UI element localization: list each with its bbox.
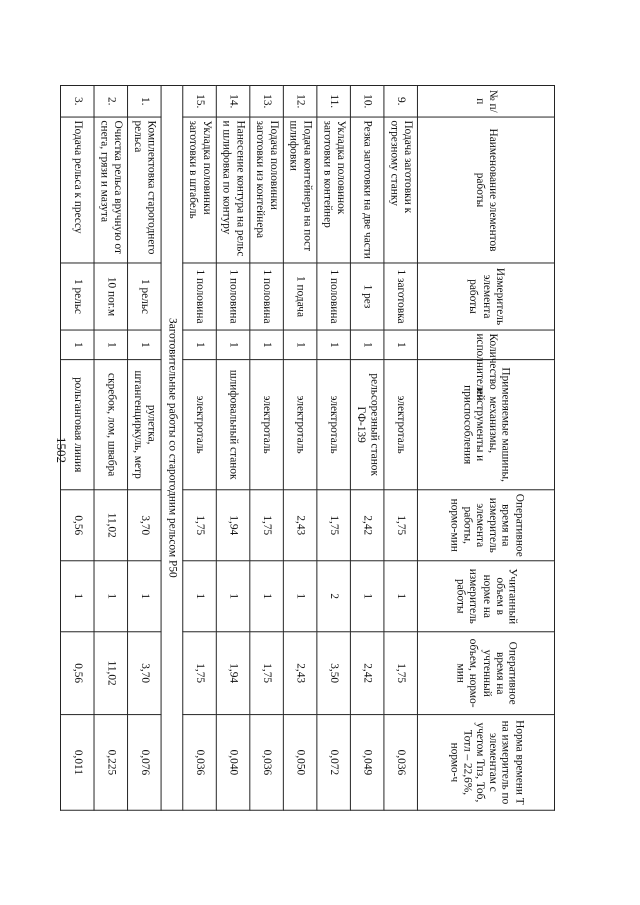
table-cell: 1: [94, 330, 128, 360]
table-cell: рулетка, штангенциркуль, метр: [128, 360, 162, 490]
table-cell: Очистка рельса вручную от снега, грязи и мазута: [94, 117, 128, 263]
table-cell: электроталь: [283, 360, 317, 490]
norms-table: [60, 85, 555, 811]
table-row: [350, 85, 384, 810]
header-row: [417, 85, 554, 810]
table-cell: 1: [350, 330, 384, 360]
table-cell: 11,02: [94, 632, 128, 715]
table-cell: 1,75: [250, 632, 284, 715]
header-cell: Применяемые машины, механизмы, инструменты и приспособления: [417, 360, 554, 490]
table-cell: электроталь: [250, 360, 284, 490]
table-cell: 1,75: [250, 490, 284, 561]
header-cell: Оперативное время на измеритель элемента работы, нормо-мин: [417, 490, 554, 561]
table-cell: 0,049: [350, 715, 384, 811]
header-cell: Норма времени Т на измеритель по элементам с учетом Тпз, Тоб, Тотл – 22,6%, нормо-ч: [417, 715, 554, 811]
table-cell: 0,225: [94, 715, 128, 811]
table-cell: 0,56: [60, 490, 94, 561]
page-number: 1502: [54, 437, 69, 463]
table-row: [384, 85, 418, 810]
table-cell: 1: [350, 561, 384, 632]
table-cell: 14.: [216, 85, 250, 117]
table-cell: 10.: [350, 85, 384, 117]
table-cell: 1 половина: [317, 263, 351, 330]
header-cell: Оперативное время на учтенный объем, нормо-мин: [417, 632, 554, 715]
table-row: [94, 85, 128, 810]
table-cell: 1,94: [216, 490, 250, 561]
header-cell: Наименование элементов работы: [417, 117, 554, 263]
table-cell: 2: [317, 561, 351, 632]
table-cell: рольганговая линия: [60, 360, 94, 490]
table-cell: 1,75: [183, 490, 217, 561]
table-cell: 1 подача: [283, 263, 317, 330]
header-cell: № п/п: [417, 85, 554, 117]
table-cell: 1,75: [317, 490, 351, 561]
table-cell: 0,036: [384, 715, 418, 811]
norms-table-rotated: [60, 85, 555, 811]
table-cell: 1: [317, 330, 351, 360]
header-cell: Учитанный объем в норме на измеритель работы: [417, 561, 554, 632]
table-cell: Подача рельса к прессу: [60, 117, 94, 263]
table-row: [283, 85, 317, 810]
table-cell: 1: [60, 561, 94, 632]
table-cell: 12.: [283, 85, 317, 117]
table-cell: 3,50: [317, 632, 351, 715]
table-cell: 1 рез: [350, 263, 384, 330]
table-cell: 1: [384, 330, 418, 360]
table-cell: 1: [283, 561, 317, 632]
table-cell: 9.: [384, 85, 418, 117]
table-cell: 15.: [183, 85, 217, 117]
table-cell: 2,42: [350, 490, 384, 561]
section-row: [161, 85, 183, 810]
table-cell: 1,75: [384, 490, 418, 561]
table-cell: 2.: [94, 85, 128, 117]
table-cell: 1: [283, 330, 317, 360]
table-cell: 3,70: [128, 490, 162, 561]
table-cell: Подача половинки заготовки из контейнера: [250, 117, 284, 263]
table-cell: 0,036: [183, 715, 217, 811]
table-cell: 0,040: [216, 715, 250, 811]
table-cell: 2,43: [283, 632, 317, 715]
table-cell: 3.: [60, 85, 94, 117]
table-cell: 1: [183, 561, 217, 632]
header-cell: Измеритель элемента работы: [417, 263, 554, 330]
table-cell: рельсорезный станок ГФ-139: [350, 360, 384, 490]
table-cell: Укладка половинки заготовки в штабель: [183, 117, 217, 263]
table-cell: 1 половина: [216, 263, 250, 330]
table-cell: Резка заготовки на две части: [350, 117, 384, 263]
table-row: [128, 85, 162, 810]
table-cell: 0,036: [250, 715, 284, 811]
table-cell: 1: [60, 330, 94, 360]
table-cell: Подача заготовки к отрезному станку: [384, 117, 418, 263]
table-cell: 1: [94, 561, 128, 632]
table-cell: 1 половина: [183, 263, 217, 330]
table-cell: Нанесение контура на рельс и шлифовка по контуру: [216, 117, 250, 263]
table-cell: Подача контейнера на пост шлифовки: [283, 117, 317, 263]
table-cell: электроталь: [183, 360, 217, 490]
table-cell: 0,050: [283, 715, 317, 811]
table-cell: 1: [128, 330, 162, 360]
table-cell: 0,072: [317, 715, 351, 811]
table-cell: 1: [183, 330, 217, 360]
table-cell: 1: [250, 330, 284, 360]
table-cell: 1,75: [384, 632, 418, 715]
table-row: [60, 85, 94, 810]
table-cell: 1 половина: [250, 263, 284, 330]
table-cell: 1 рельс: [60, 263, 94, 330]
table-cell: 11.: [317, 85, 351, 117]
table-cell: Укладка половинок заготовки в контейнер: [317, 117, 351, 263]
table-row: [183, 85, 217, 810]
table-cell: 13.: [250, 85, 284, 117]
table-cell: 1.: [128, 85, 162, 117]
header-cell: Количество исполнителей: [417, 330, 554, 360]
table-cell: 1: [384, 561, 418, 632]
section-title: Заготовительные работы со старогодним рельсом Р50: [161, 85, 183, 810]
table-cell: 1 заготовка: [384, 263, 418, 330]
table-cell: 0,076: [128, 715, 162, 811]
table-cell: электроталь: [317, 360, 351, 490]
table-cell: 1: [216, 561, 250, 632]
table-cell: 1: [216, 330, 250, 360]
table-row: [317, 85, 351, 810]
table-cell: шлифовальный станок: [216, 360, 250, 490]
table-cell: 1: [128, 561, 162, 632]
table-cell: 1,94: [216, 632, 250, 715]
table-cell: 2,43: [283, 490, 317, 561]
table-cell: 1,75: [183, 632, 217, 715]
table-cell: 10 пог.м: [94, 263, 128, 330]
table-cell: Комплектовка старогоднего рельса: [128, 117, 162, 263]
table-row: [216, 85, 250, 810]
table-cell: 1 рельс: [128, 263, 162, 330]
table-cell: электроталь: [384, 360, 418, 490]
table-cell: скребок, лом, швабра: [94, 360, 128, 490]
table-cell: 2,42: [350, 632, 384, 715]
table-cell: 0,56: [60, 632, 94, 715]
table-cell: 0,011: [60, 715, 94, 811]
table-row: [250, 85, 284, 810]
table-cell: 1: [250, 561, 284, 632]
table-cell: 11,02: [94, 490, 128, 561]
table-cell: 3,70: [128, 632, 162, 715]
